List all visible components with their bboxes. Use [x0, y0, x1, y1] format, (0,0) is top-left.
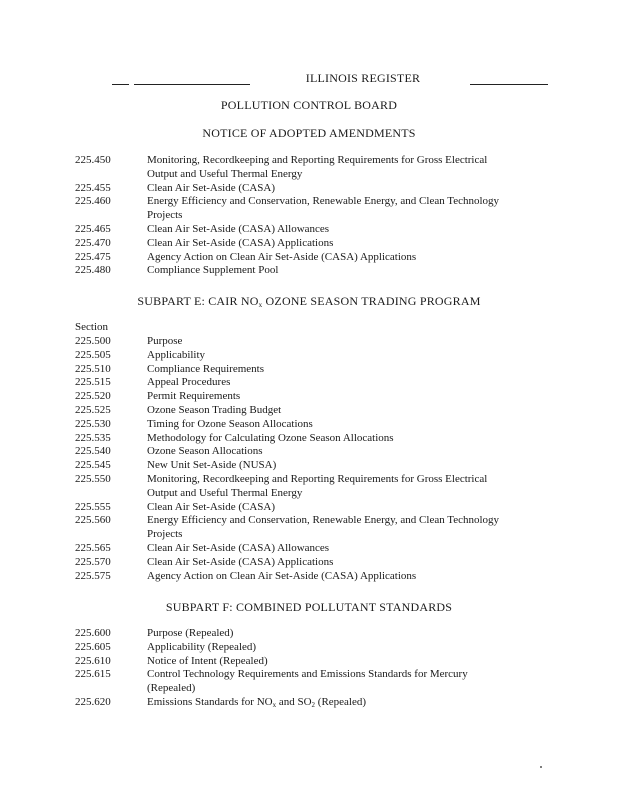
section-entry: [75, 418, 545, 432]
agency-title: POLLUTION CONTROL BOARD: [220, 98, 398, 112]
title-part: (Repealed): [315, 695, 367, 708]
section-title: Clean Air Set-Aside (CASA) Applications: [147, 555, 334, 568]
section-entry-continuation: [75, 528, 545, 542]
section-number: 225.465: [75, 222, 111, 235]
section-entry: [75, 154, 545, 168]
section-title: Energy Efficiency and Conservation, Renewable Energy, and Clean Technology: [147, 195, 500, 208]
section-number: [75, 209, 147, 223]
section-number: 225.575: [75, 569, 111, 582]
section-number: 225.605: [75, 640, 111, 653]
section-number: 225.525: [75, 403, 111, 416]
section-entry: [75, 363, 545, 377]
section-entry: [75, 668, 545, 682]
section-entry: [75, 376, 545, 390]
section-entry: [75, 335, 545, 349]
subpart-f-section-list: [75, 627, 545, 713]
subpart-f-heading: SUBPART F: COMBINED POLLUTANT STANDARDS: [165, 600, 453, 614]
section-title: Clean Air Set-Aside (CASA) Applications: [147, 236, 334, 249]
section-entry-continuation: [75, 209, 545, 223]
section-title: Purpose: [147, 335, 183, 347]
header-rule-left: [134, 84, 250, 85]
section-number: 225.570: [75, 555, 111, 568]
section-title: [147, 696, 545, 713]
section-entry: [75, 237, 545, 251]
header-rule-right: [470, 84, 548, 85]
subpart-e-heading-post: OZONE SEASON TRADING PROGRAM: [262, 294, 481, 308]
section-title: Energy Efficiency and Conservation, Renewable Energy, and Clean Technology: [147, 514, 500, 527]
title-part: Emissions Standards for NO: [147, 695, 273, 708]
section-title: Notice of Intent (Repealed): [147, 654, 268, 667]
section-entry: [75, 542, 545, 556]
section-number: 225.450: [75, 154, 111, 166]
section-title: Output and Useful Thermal Energy: [147, 167, 303, 180]
section-title: Applicability: [147, 348, 206, 361]
section-entry: [75, 349, 545, 363]
section-title: Monitoring, Recordkeeping and Reporting Requirements for Gross Electrical: [147, 154, 488, 166]
section-entry: [75, 445, 545, 459]
section-entry: [75, 223, 545, 237]
section-number: 225.455: [75, 181, 111, 194]
section-entry: [75, 459, 545, 473]
page-speck: [540, 766, 542, 768]
section-entry: [75, 432, 545, 446]
section-entry: [75, 182, 545, 196]
section-number: 225.550: [75, 472, 111, 485]
section-entry: [75, 404, 545, 418]
section-number: 225.470: [75, 236, 111, 249]
section-title: Projects: [147, 528, 183, 541]
section-number: 225.565: [75, 541, 111, 554]
section-number: 225.615: [75, 668, 111, 681]
section-number: 225.500: [75, 335, 111, 347]
section-number: 225.510: [75, 362, 111, 375]
section-entry: [75, 390, 545, 404]
section-title: Timing for Ozone Season Allocations: [147, 417, 313, 430]
section-number: 225.555: [75, 500, 111, 513]
section-entry: [75, 195, 545, 209]
section-entry: [75, 251, 545, 265]
page-header: [112, 71, 548, 85]
section-entry: [75, 473, 545, 487]
title-subscript: 2: [311, 700, 316, 709]
section-title: Agency Action on Clean Air Set-Aside (CASA) Applications: [147, 569, 417, 582]
section-entry-continuation: [75, 682, 545, 696]
section-number: 225.560: [75, 514, 111, 527]
section-entry-continuation: [75, 487, 545, 501]
section-number: [75, 168, 147, 182]
section-entry: [75, 556, 545, 570]
section-entry: [75, 264, 545, 278]
section-number: [75, 528, 147, 542]
section-column-label: Section: [75, 321, 108, 333]
section-title: Clean Air Set-Aside (CASA) Allowances: [147, 541, 330, 554]
section-number: 225.535: [75, 431, 111, 444]
section-title: Control Technology Requirements and Emissions Standards for Mercury: [147, 668, 468, 681]
section-number: 225.540: [75, 445, 111, 458]
subpart-e-heading: [0, 294, 618, 309]
subpart-e-heading-pre: SUBPART E: CAIR NO: [137, 294, 259, 308]
title-part: and SO: [276, 695, 312, 708]
section-number: 225.520: [75, 390, 111, 403]
register-title: ILLINOIS REGISTER: [305, 71, 421, 85]
section-title: Permit Requirements: [147, 390, 241, 403]
section-title: Appeal Procedures: [147, 376, 231, 389]
section-entry: [75, 570, 545, 584]
section-title: Compliance Requirements: [147, 362, 264, 375]
section-title: Purpose (Repealed): [147, 627, 234, 639]
section-number: [75, 682, 147, 696]
section-number: 225.530: [75, 417, 111, 430]
section-entry: [75, 655, 545, 669]
section-number: 225.545: [75, 459, 111, 472]
section-entry: [75, 501, 545, 515]
section-title: Clean Air Set-Aside (CASA) Allowances: [147, 222, 330, 235]
section-title: (Repealed): [147, 682, 196, 695]
section-title: Agency Action on Clean Air Set-Aside (CASA) Applications: [147, 250, 417, 263]
section-title: Applicability (Repealed): [147, 640, 257, 653]
section-title: Ozone Season Allocations: [147, 445, 263, 458]
section-entry: [75, 641, 545, 655]
section-entry: [75, 514, 545, 528]
header-rule-left-short: [112, 84, 129, 85]
section-entry: [75, 627, 545, 641]
section-title: Methodology for Calculating Ozone Season Allocations: [147, 431, 394, 444]
section-number: 225.475: [75, 250, 111, 263]
section-number: 225.515: [75, 376, 111, 389]
section-title: Clean Air Set-Aside (CASA): [147, 500, 276, 513]
section-title: New Unit Set-Aside (NUSA): [147, 459, 277, 472]
title-subscript: x: [272, 700, 277, 709]
section-entry: [75, 696, 545, 713]
section-number: 225.480: [75, 264, 111, 277]
section-number: 225.600: [75, 627, 111, 639]
section-title: Compliance Supplement Pool: [147, 264, 279, 277]
subpart-e-section-list: [75, 335, 545, 583]
section-list-continued: [75, 154, 545, 278]
section-title: Monitoring, Recordkeeping and Reporting Requirements for Gross Electrical: [147, 472, 488, 485]
section-title: Projects: [147, 209, 183, 222]
section-title: Clean Air Set-Aside (CASA): [147, 181, 276, 194]
notice-title: NOTICE OF ADOPTED AMENDMENTS: [202, 126, 416, 140]
section-title: Ozone Season Trading Budget: [147, 403, 282, 416]
section-number: 225.620: [75, 695, 111, 708]
section-entry-continuation: [75, 168, 545, 182]
section-number: 225.505: [75, 348, 111, 361]
subpart-e-heading-subscript: x: [258, 301, 263, 309]
section-title: Output and Useful Thermal Energy: [147, 486, 303, 499]
section-number: [75, 487, 147, 501]
section-number: 225.460: [75, 195, 111, 208]
section-number: 225.610: [75, 654, 111, 667]
